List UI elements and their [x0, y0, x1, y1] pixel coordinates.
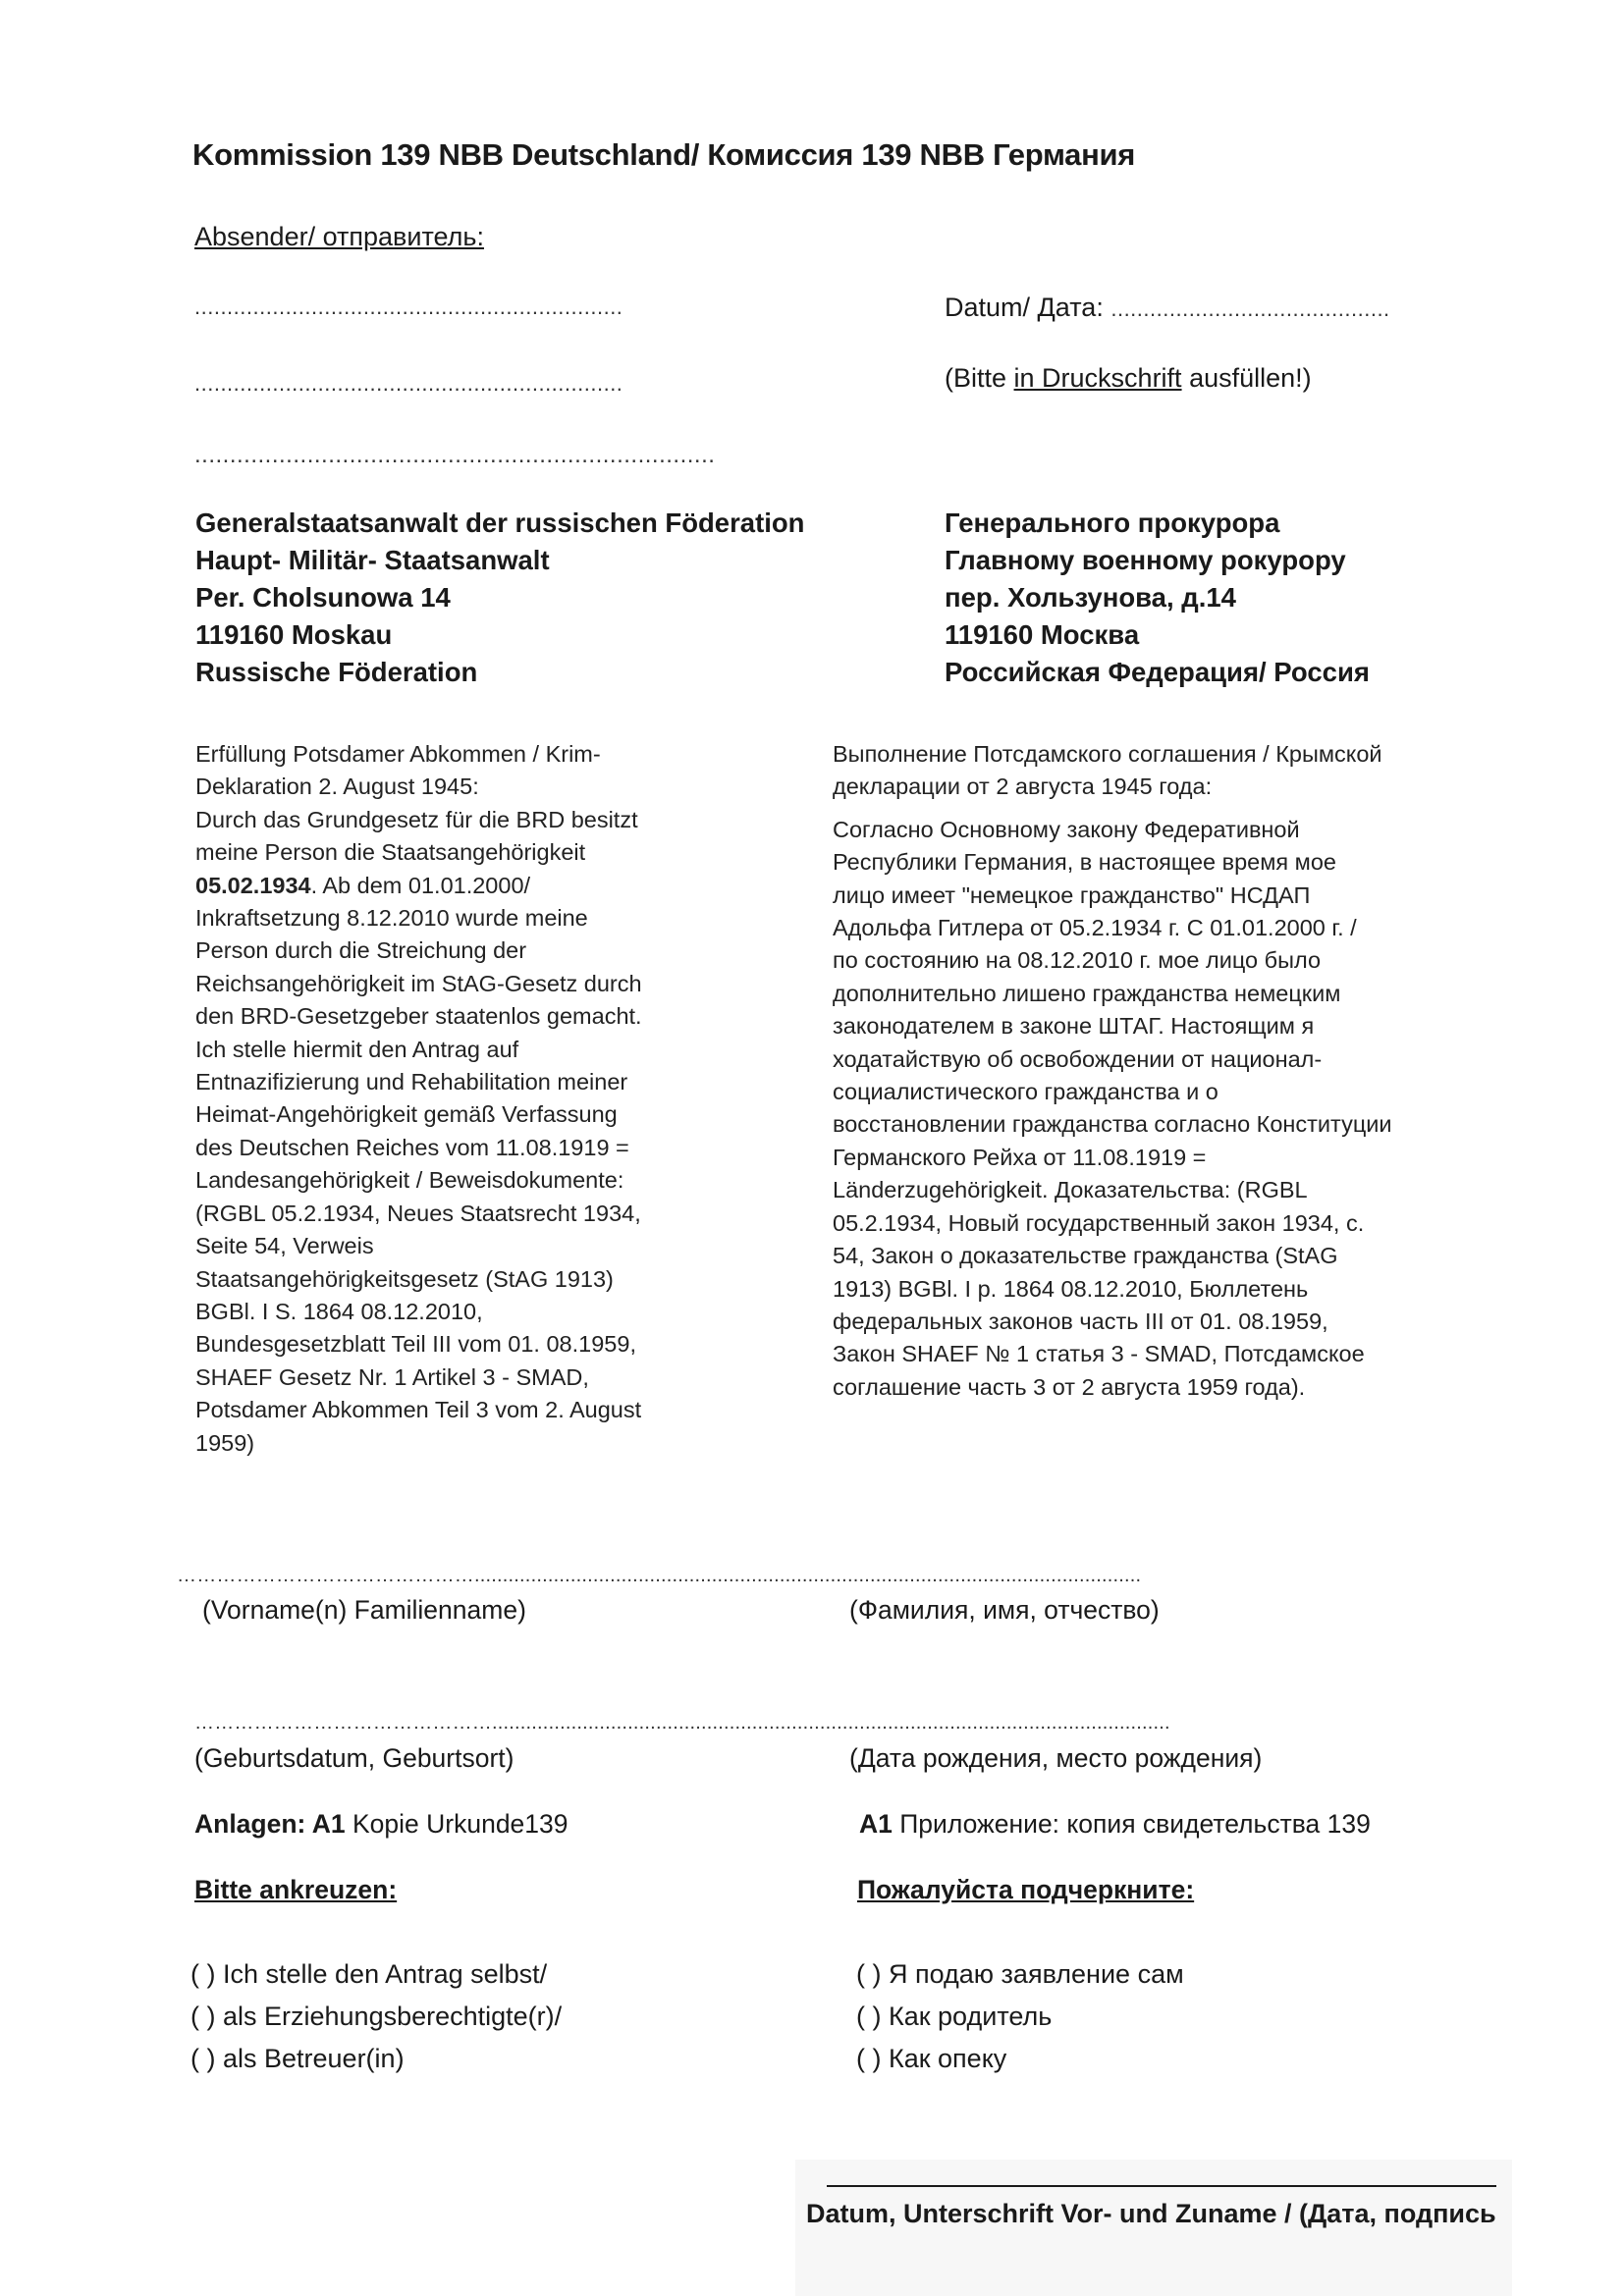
- text-line: meine Person die Staatsangehörigkeit: [195, 839, 586, 866]
- address-line: Российская Федерация/ Россия: [945, 657, 1370, 687]
- checkbox-heading-german: Bitte ankreuzen:: [194, 1875, 398, 1904]
- text-line: Durch das Grundgesetz für die BRD besitzt: [195, 806, 638, 832]
- sender-line-1[interactable]: ..................................................................: [194, 294, 623, 319]
- text-line: 05.02.1934. Ab dem 01.01.2000/: [195, 872, 531, 898]
- birth-input-line[interactable]: ………………………………………........................................................................................................................: [194, 1712, 1170, 1734]
- text-rest: [195, 902, 642, 1460]
- text-line: Согласно Основному закону Федеративной: [833, 816, 1300, 842]
- address-line: Главному военному рокурору: [945, 545, 1346, 575]
- text-line: Адольфа Гитлера от 05.2.1934 г. С 01.01.2000 г. /: [833, 915, 1357, 941]
- text-line: des Deutschen Reiches vom 11.08.1919 =: [195, 1134, 629, 1160]
- sender-line-2[interactable]: ..................................................................: [194, 371, 623, 396]
- name-label-german: (Vorname(n) Familienname): [202, 1595, 526, 1625]
- text-line: Республики Германия, в настоящее время мое: [833, 849, 1336, 876]
- address-line: 119160 Москва: [945, 619, 1140, 650]
- birth-label-german: (Geburtsdatum, Geburtsort): [194, 1743, 514, 1773]
- checkbox-option[interactable]: ( ) als Erziehungsberechtigte(r)/: [190, 2002, 563, 2031]
- address-russian: [945, 505, 1370, 691]
- text-line: Heimat-Angehörigkeit gemäß Verfassung: [195, 1101, 618, 1128]
- address-line: Generalstaatsanwalt der russischen Föderation: [195, 507, 805, 538]
- text-line: (RGBL 05.2.1934, Neues Staatsrecht 1934,: [195, 1200, 641, 1226]
- text-line: Seite 54, Verweis: [195, 1233, 374, 1259]
- text-line: den BRD-Gesetzgeber staatenlos gemacht.: [195, 1003, 642, 1030]
- checkbox-option[interactable]: ( ) Ich stelle den Antrag selbst/: [190, 1959, 548, 1989]
- checkbox-options-german: [190, 1953, 562, 2080]
- print-note-underlined: in Druckschrift: [1013, 363, 1182, 393]
- text-line: Länderzugehörigkeit. Доказательства: (RGBL: [833, 1177, 1308, 1203]
- attachments-label: Anlagen: A1: [194, 1809, 346, 1839]
- text-line: ходатайствую об освобождении от национал-: [833, 1045, 1323, 1072]
- body-text-german: [195, 738, 642, 1460]
- text-line: декларации от 2 августа 1945 года:: [833, 774, 1213, 800]
- text-rest: [833, 814, 1392, 1404]
- text-line: Закон SHAEF № 1 статья 3 - SMAD, Потсдамское: [833, 1341, 1365, 1367]
- text-line: SHAEF Gesetz Nr. 1 Artikel 3 - SMAD,: [195, 1363, 589, 1390]
- text-line: лицо имеет "немецкое гражданство" НСДАП: [833, 881, 1311, 908]
- text-line: Inkraftsetzung 8.12.2010 wurde meine: [195, 905, 588, 932]
- sender-line-3[interactable]: ..........................................................................: [194, 442, 716, 468]
- signature-label: Datum, Unterschrift Vor- und Zuname / (Дата, подпись: [806, 2199, 1496, 2228]
- address-line: 119160 Moskau: [195, 619, 393, 650]
- text-line: 05.2.1934, Новый государственный закон 1934, с.: [833, 1209, 1365, 1236]
- text-line: 1913) BGBl. I р. 1864 08.12.2010, Бюллетень: [833, 1275, 1309, 1302]
- address-line: Russische Föderation: [195, 657, 478, 687]
- checkbox-options-russian: [856, 1953, 1184, 2080]
- text-line: соглашение часть 3 от 2 августа 1959 года).: [833, 1373, 1306, 1400]
- text-line: федеральных законов часть III от 01. 08.1959,: [833, 1308, 1328, 1334]
- text-line: Deklaration 2. August 1945:: [195, 774, 479, 800]
- text-line: Ich stelle hiermit den Antrag auf: [195, 1036, 519, 1062]
- address-line: Haupt- Militär- Staatsanwalt: [195, 545, 550, 575]
- text-line: Reichsangehörigkeit im StAG-Gesetz durch: [195, 970, 642, 996]
- text-line: 54, Закон о доказательстве гражданства (StAG: [833, 1243, 1338, 1269]
- date-dots: ...........................................: [1110, 296, 1390, 321]
- address-line: Генерального прокурора: [945, 507, 1280, 538]
- text-line: Bundesgesetzblatt Teil III vom 01. 08.1959,: [195, 1331, 636, 1358]
- text-line: Person durch die Streichung der: [195, 937, 527, 964]
- checkbox-option[interactable]: ( ) als Betreuer(in): [190, 2044, 405, 2073]
- print-note: (Bitte in Druckschrift ausfüllen!): [945, 363, 1312, 393]
- text-line: Potsdamer Abkommen Teil 3 vom 2. August: [195, 1397, 642, 1423]
- checkbox-option[interactable]: ( ) Я подаю заявление сам: [856, 1959, 1184, 1989]
- text-line: Выполнение Потсдамского соглашения / Крымской: [833, 741, 1382, 767]
- name-label-russian: (Фамилия, имя, отчество): [849, 1595, 1160, 1625]
- attachments-russian: A1 Приложение: копия свидетельства 139: [859, 1809, 1371, 1839]
- text-line: законодателем в законе ШТАГ. Настоящим я: [833, 1013, 1315, 1040]
- sender-label: Absender/ отправитель:: [194, 222, 484, 251]
- attachments-german: Anlagen: A1 Kopie Urkunde139: [194, 1809, 568, 1839]
- address-german: [195, 505, 804, 691]
- text-line: Entnazifizierung und Rehabilitation meiner: [195, 1069, 628, 1095]
- signature-line[interactable]: [827, 2185, 1496, 2187]
- date-field[interactable]: [945, 293, 1390, 323]
- birth-label-russian: (Дата рождения, место рождения): [849, 1743, 1263, 1773]
- text-line: Staatsangehörigkeitsgesetz (StAG 1913): [195, 1265, 614, 1292]
- text-line: Landesangehörigkeit / Beweisdokumente:: [195, 1167, 624, 1194]
- text-line: Erfüllung Potsdamer Abkommen / Krim-: [195, 741, 601, 767]
- checkbox-heading-russian: Пожалуйста подчеркните:: [857, 1875, 1195, 1904]
- address-line: пер. Хользунова, д.14: [945, 582, 1236, 613]
- text-line: восстановлении гражданства согласно Конституции: [833, 1111, 1392, 1138]
- date-label: Datum/ Дата:: [945, 293, 1104, 322]
- checkbox-option[interactable]: ( ) Как родитель: [856, 2002, 1053, 2031]
- attachments-label: A1: [859, 1809, 893, 1839]
- text-line: дополнительно лишено гражданства немецким: [833, 980, 1341, 1006]
- citizenship-date: 05.02.1934: [195, 872, 311, 898]
- text-line: BGBl. I S. 1864 08.12.2010,: [195, 1298, 483, 1324]
- text-line: 1959): [195, 1429, 255, 1456]
- address-line: Per. Cholsunowa 14: [195, 582, 451, 613]
- checkbox-option[interactable]: ( ) Как опеку: [856, 2044, 1007, 2073]
- text-line: по состоянию на 08.12.2010 г. мое лицо было: [833, 947, 1322, 974]
- text-line: социалистического гражданства и о: [833, 1079, 1218, 1105]
- text-line: Германского Рейха от 11.08.1919 =: [833, 1144, 1207, 1170]
- name-input-line[interactable]: ………………………………………......................................................................................................................: [177, 1565, 1142, 1586]
- body-text-russian: [833, 738, 1392, 1404]
- document-title: Kommission 139 NBB Deutschland/ Комиссия 139 NBB Германия: [192, 137, 1136, 172]
